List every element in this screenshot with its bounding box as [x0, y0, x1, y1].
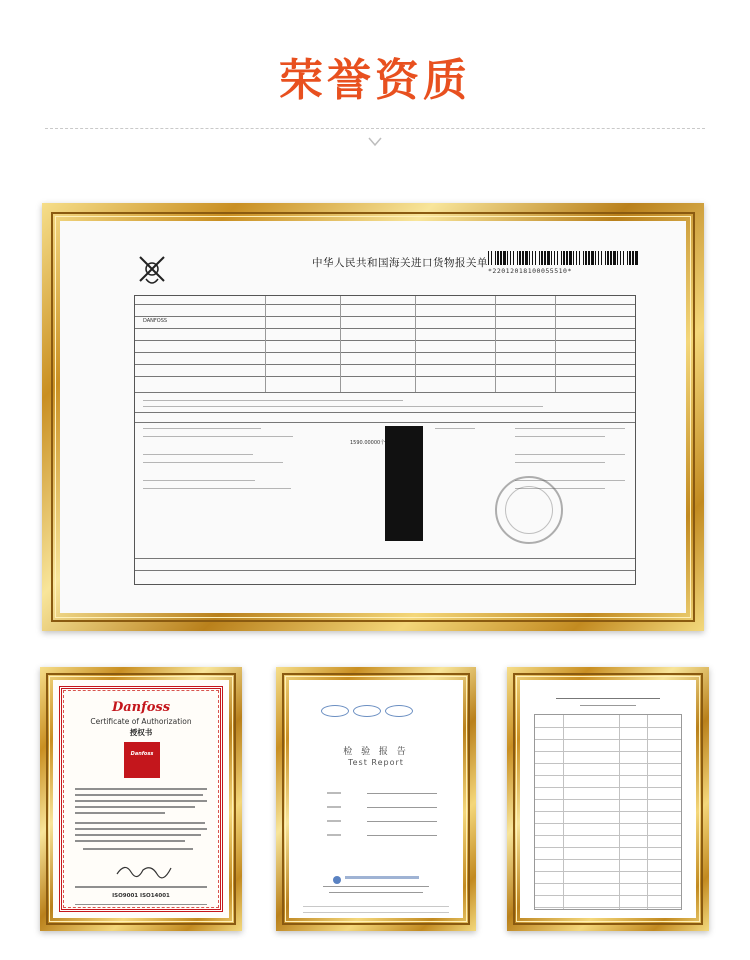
inspection-table — [534, 714, 682, 910]
danfoss-logo: Danfoss — [111, 700, 171, 715]
declaration-table — [134, 295, 636, 585]
report-title-cn: 检 验 报 告 — [343, 747, 409, 757]
barcode — [488, 251, 638, 265]
signature — [113, 860, 173, 882]
redacted-block — [385, 426, 423, 541]
page-title: 荣誉资质 — [279, 55, 471, 106]
section-header — [0, 0, 750, 175]
test-report-frame — [276, 667, 476, 931]
customs-declaration-document — [60, 221, 686, 613]
quantity-field: 1590.00000个 — [350, 440, 386, 446]
accreditation-logo — [385, 705, 413, 717]
authorization-certificate-frame — [40, 667, 242, 931]
authorization-certificate — [53, 680, 229, 918]
accreditation-logo — [321, 705, 349, 717]
customs-declaration-frame — [42, 203, 704, 631]
brand-field: DANFOSS — [143, 318, 168, 324]
iso-badges: ISO9001 ISO14001 — [112, 893, 170, 899]
customs-emblem-icon — [132, 249, 172, 289]
test-center-logo-icon — [333, 876, 341, 884]
certificate-title-en: Certificate of Authorization — [90, 717, 192, 726]
barcode-serial: *22012018100055510* — [488, 267, 572, 275]
accreditation-logo — [353, 705, 381, 717]
danfoss-red-badge: Danfoss — [124, 742, 160, 778]
customs-stamp — [495, 476, 563, 544]
certificate-title-cn: 授权书 — [129, 728, 153, 737]
customs-declaration-title: 中华人民共和国海关进口货物报关单 — [312, 257, 488, 269]
inspection-certificate — [520, 680, 696, 918]
report-title-en: Test Report — [348, 758, 404, 767]
title-divider — [45, 128, 705, 129]
test-report — [289, 680, 463, 918]
inspection-certificate-frame — [507, 667, 709, 931]
chevron-down-icon — [367, 134, 383, 150]
